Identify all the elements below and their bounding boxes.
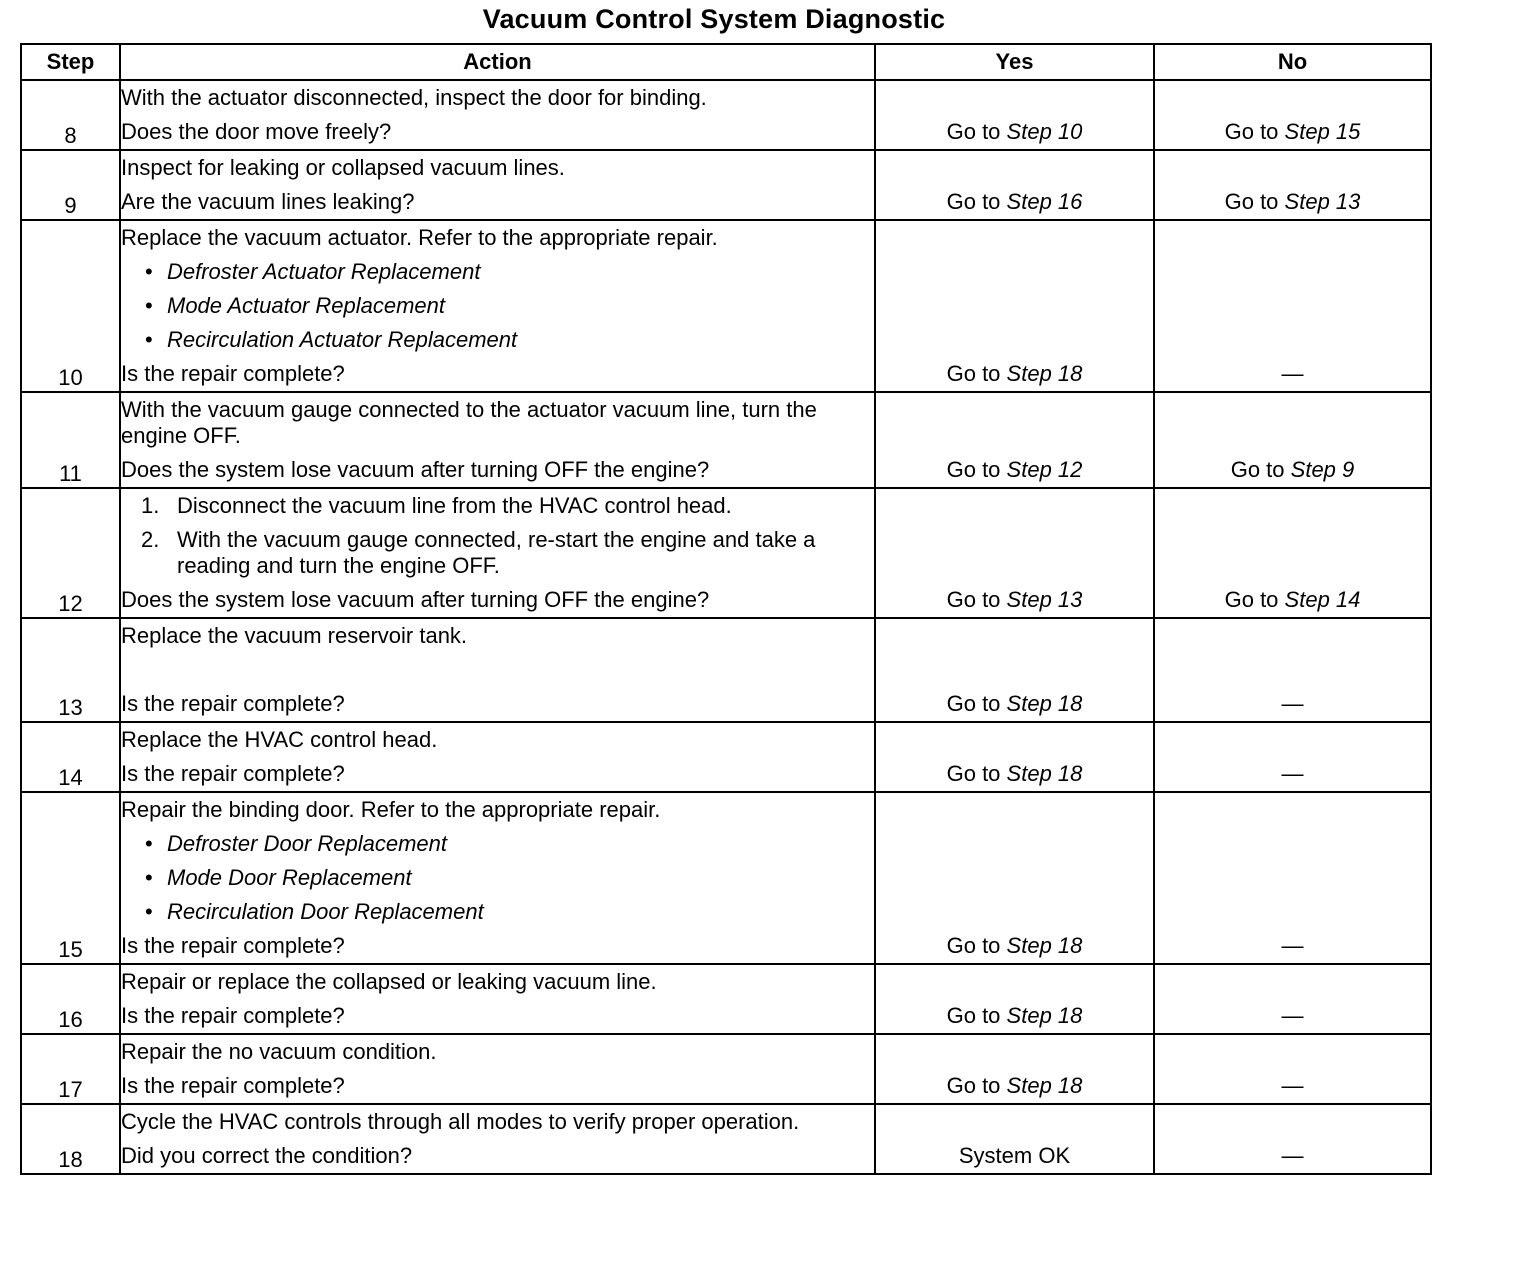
no-cell — [1154, 964, 1431, 1034]
table-row — [21, 792, 1431, 964]
step-number: 13 — [21, 618, 120, 722]
yes-step-link[interactable] — [947, 1003, 1083, 1028]
yes-target-step: Step 10 — [1006, 119, 1083, 144]
go-to-label: Go to — [1224, 119, 1279, 144]
table-row — [21, 220, 1431, 392]
no-cell — [1154, 488, 1431, 618]
repair-procedure-item — [121, 289, 874, 323]
go-to-label: Go to — [946, 933, 1001, 958]
action-question: Does the system lose vacuum after turning OFF the engine? — [121, 457, 710, 482]
numbered-step-index: 1. — [141, 493, 160, 518]
repair-procedure-item — [121, 323, 874, 357]
action-cell — [120, 220, 875, 392]
yes-target-step: Step 18 — [1006, 691, 1083, 716]
yes-step-link[interactable] — [947, 457, 1083, 482]
action-cell — [120, 1104, 875, 1174]
repair-procedure-link[interactable]: Defroster Actuator Replacement — [167, 259, 481, 284]
repair-procedure-link[interactable]: Mode Actuator Replacement — [167, 293, 445, 318]
numbered-step-text: Disconnect the vacuum line from the HVAC control head. — [177, 493, 732, 518]
go-to-label: Go to — [946, 1073, 1001, 1098]
no-target-step: Step 13 — [1284, 189, 1361, 214]
table-row — [21, 488, 1431, 618]
repair-procedure-item — [121, 827, 874, 861]
action-cell — [120, 1034, 875, 1104]
go-to-label: Go to — [946, 691, 1001, 716]
action-question: Is the repair complete? — [121, 691, 345, 716]
yes-cell — [875, 488, 1154, 618]
no-cell — [1154, 392, 1431, 488]
step-number: 14 — [21, 722, 120, 792]
bullet-icon: • — [145, 899, 153, 924]
go-to-label: Go to — [946, 761, 1001, 786]
yes-step-link[interactable] — [947, 691, 1083, 716]
step-number: 17 — [21, 1034, 120, 1104]
header-step: Step — [21, 44, 120, 80]
action-instruction: Repair the binding door. Refer to the appropriate repair. — [121, 797, 661, 822]
no-cell — [1154, 80, 1431, 150]
no-result: — — [1281, 1073, 1304, 1098]
go-to-label: Go to — [946, 587, 1001, 612]
yes-target-step: Step 18 — [1006, 1073, 1083, 1098]
no-target-step: Step 14 — [1284, 587, 1361, 612]
repair-procedure-item — [121, 861, 874, 895]
action-cell — [120, 722, 875, 792]
repair-procedure-item — [121, 255, 874, 289]
header-no: No — [1154, 44, 1431, 80]
step-number: 11 — [21, 392, 120, 488]
step-number: 18 — [21, 1104, 120, 1174]
yes-step-link[interactable] — [947, 933, 1083, 958]
yes-cell — [875, 722, 1154, 792]
go-to-label: Go to — [1224, 189, 1279, 214]
header-yes: Yes — [875, 44, 1154, 80]
go-to-label: Go to — [946, 361, 1001, 386]
action-cell — [120, 964, 875, 1034]
action-cell — [120, 80, 875, 150]
bullet-icon: • — [145, 327, 153, 352]
action-cell — [120, 618, 875, 722]
step-number: 15 — [21, 792, 120, 964]
bullet-icon: • — [145, 831, 153, 856]
yes-cell — [875, 964, 1154, 1034]
action-instruction: Repair or replace the collapsed or leaking vacuum line. — [121, 969, 657, 994]
action-question: Is the repair complete? — [121, 361, 345, 386]
action-instruction: With the actuator disconnected, inspect the door for binding. — [121, 85, 707, 110]
action-cell — [120, 150, 875, 220]
no-cell — [1154, 722, 1431, 792]
action-instruction: Inspect for leaking or collapsed vacuum lines. — [121, 155, 565, 180]
repair-procedure-link[interactable]: Defroster Door Replacement — [167, 831, 448, 856]
action-question: Is the repair complete? — [121, 933, 345, 958]
no-result: — — [1281, 361, 1304, 386]
no-result: — — [1281, 933, 1304, 958]
repair-procedure-link[interactable]: Mode Door Replacement — [167, 865, 412, 890]
yes-result: System OK — [958, 1143, 1071, 1168]
table-row — [21, 392, 1431, 488]
yes-cell — [875, 1104, 1154, 1174]
go-to-label: Go to — [946, 1003, 1001, 1028]
table-row — [21, 1034, 1431, 1104]
header-action: Action — [120, 44, 875, 80]
action-instruction: Replace the vacuum reservoir tank. — [121, 623, 468, 648]
action-cell — [120, 792, 875, 964]
step-number: 16 — [21, 964, 120, 1034]
go-to-label: Go to — [946, 457, 1001, 482]
yes-step-link[interactable] — [947, 119, 1083, 144]
numbered-step-index: 2. — [141, 527, 160, 552]
yes-target-step: Step 18 — [1006, 761, 1083, 786]
action-cell — [120, 392, 875, 488]
repair-procedure-link[interactable]: Recirculation Actuator Replacement — [167, 327, 518, 352]
step-number: 9 — [21, 150, 120, 220]
yes-cell — [875, 792, 1154, 964]
numbered-step-text: With the vacuum gauge connected, re-start the engine and take a reading and turn the engine OFF. — [177, 527, 816, 578]
no-cell — [1154, 220, 1431, 392]
page-title: Vacuum Control System Diagnostic — [482, 4, 946, 34]
action-question: Is the repair complete? — [121, 761, 345, 786]
repair-procedure-item — [121, 895, 874, 929]
no-result: — — [1281, 761, 1304, 786]
step-number: 12 — [21, 488, 120, 618]
no-result: — — [1281, 691, 1304, 716]
table-body — [21, 80, 1431, 1174]
yes-target-step: Step 18 — [1006, 933, 1083, 958]
no-target-step: Step 9 — [1290, 457, 1355, 482]
yes-cell — [875, 1034, 1154, 1104]
yes-target-step: Step 16 — [1006, 189, 1083, 214]
numbered-step — [121, 489, 874, 523]
yes-step-link[interactable] — [947, 361, 1083, 386]
yes-cell — [875, 618, 1154, 722]
action-question: Is the repair complete? — [121, 1073, 345, 1098]
spacer — [121, 653, 874, 687]
yes-step-link[interactable] — [947, 189, 1083, 214]
no-cell — [1154, 1104, 1431, 1174]
repair-procedure-link[interactable]: Recirculation Door Replacement — [167, 899, 484, 924]
bullet-icon: • — [145, 293, 153, 318]
table-row — [21, 722, 1431, 792]
go-to-label: Go to — [1230, 457, 1285, 482]
action-question: Does the door move freely? — [121, 119, 392, 144]
no-cell — [1154, 150, 1431, 220]
diagnostic-table — [20, 43, 1432, 1175]
go-to-label: Go to — [946, 119, 1001, 144]
action-question: Did you correct the condition? — [121, 1143, 413, 1168]
go-to-label: Go to — [1224, 587, 1279, 612]
action-question: Are the vacuum lines leaking? — [121, 189, 415, 214]
no-cell — [1154, 1034, 1431, 1104]
yes-target-step: Step 13 — [1006, 587, 1083, 612]
action-instruction: Replace the vacuum actuator. Refer to the appropriate repair. — [121, 225, 718, 250]
yes-step-link[interactable] — [947, 1073, 1083, 1098]
action-question: Is the repair complete? — [121, 1003, 345, 1028]
step-number: 10 — [21, 220, 120, 392]
action-instruction: Cycle the HVAC controls through all modes to verify proper operation. — [121, 1109, 800, 1134]
no-cell — [1154, 618, 1431, 722]
table-row — [21, 150, 1431, 220]
no-cell — [1154, 792, 1431, 964]
yes-target-step: Step 18 — [1006, 361, 1083, 386]
yes-step-link[interactable] — [947, 761, 1083, 786]
no-result: — — [1281, 1143, 1304, 1168]
yes-step-link[interactable] — [947, 587, 1083, 612]
no-step-link[interactable] — [1225, 119, 1361, 144]
no-result: — — [1281, 1003, 1304, 1028]
bullet-icon: • — [145, 865, 153, 890]
table-row — [21, 618, 1431, 722]
yes-target-step: Step 18 — [1006, 1003, 1083, 1028]
table-row — [21, 964, 1431, 1034]
no-step-link[interactable] — [1225, 587, 1361, 612]
numbered-step — [121, 523, 874, 583]
action-instruction: Replace the HVAC control head. — [121, 727, 438, 752]
yes-cell — [875, 150, 1154, 220]
action-cell — [120, 488, 875, 618]
no-target-step: Step 15 — [1284, 119, 1361, 144]
action-instruction: Repair the no vacuum condition. — [121, 1039, 437, 1064]
yes-target-step: Step 12 — [1006, 457, 1083, 482]
no-step-link[interactable] — [1231, 457, 1355, 482]
step-number: 8 — [21, 80, 120, 150]
table-row — [21, 80, 1431, 150]
table-header-row — [21, 44, 1431, 80]
table-row — [21, 1104, 1431, 1174]
go-to-label: Go to — [946, 189, 1001, 214]
bullet-icon: • — [145, 259, 153, 284]
action-instruction: With the vacuum gauge connected to the actuator vacuum line, turn the engine OFF. — [121, 397, 817, 448]
yes-cell — [875, 80, 1154, 150]
no-step-link[interactable] — [1225, 189, 1361, 214]
yes-cell — [875, 220, 1154, 392]
yes-cell — [875, 392, 1154, 488]
action-question: Does the system lose vacuum after turning OFF the engine? — [121, 587, 710, 612]
